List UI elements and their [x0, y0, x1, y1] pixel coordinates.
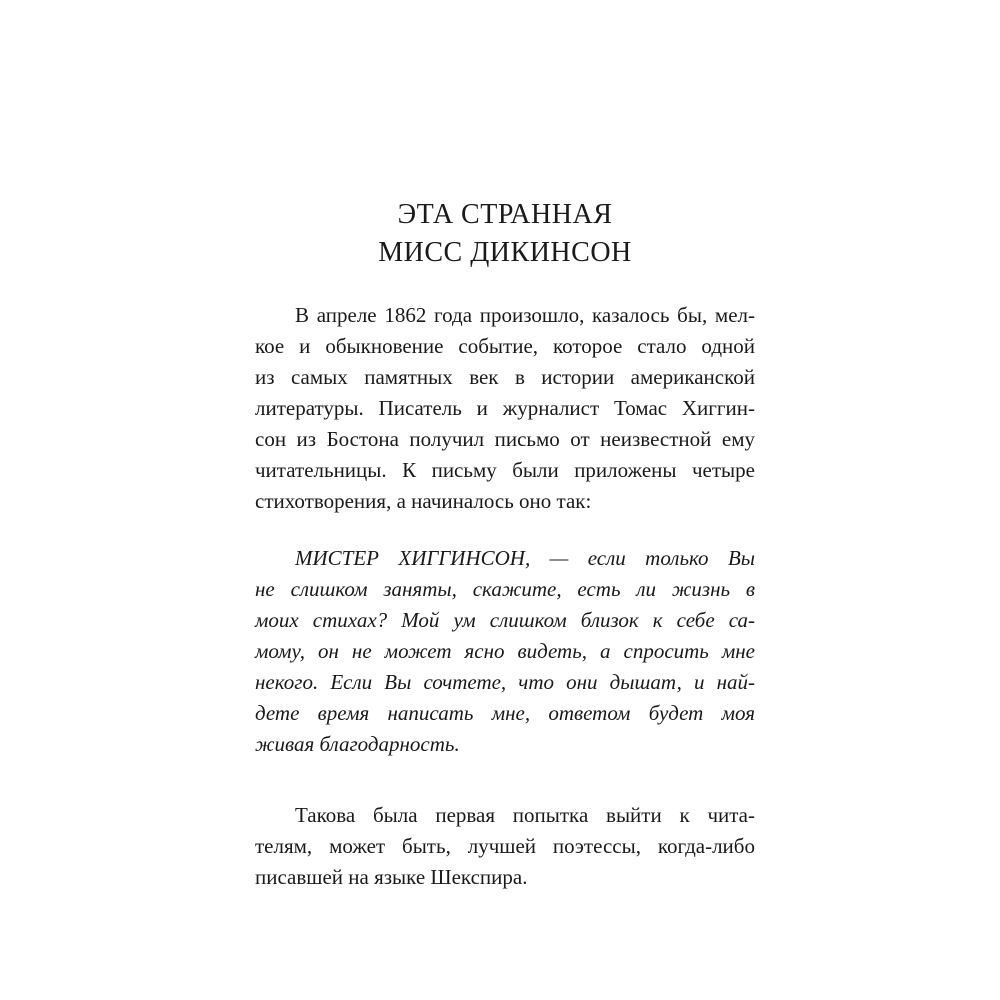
intro-paragraph — [255, 300, 755, 517]
closing-line: телям, может быть, лучшей поэтессы, когда-либо — [255, 834, 755, 858]
intro-line: сон из Бостона получил письмо от неизвестной ему — [255, 427, 755, 451]
intro-line: из самых памятных век в истории американской — [255, 365, 755, 389]
quote-line: мому, он не может ясно видеть, а спросить мне — [255, 639, 755, 663]
closing-line: писавшей на языке Шекспира. — [255, 865, 528, 889]
intro-line: стихотворения, а начиналось оно так: — [255, 489, 592, 513]
quote-line: живая благодарность. — [255, 732, 460, 756]
intro-line: литературы. Писатель и журналист Томас Хиггин- — [255, 396, 755, 420]
quote-line: дете время написать мне, ответом будет моя — [255, 701, 755, 725]
chapter-title-line-1: ЭТА СТРАННАЯ — [397, 199, 613, 230]
letter-quote — [255, 543, 755, 760]
closing-line: Такова была первая попытка выйти к чита- — [295, 803, 755, 827]
quote-line: моих стихах? Мой ум слишком близок к себе са- — [255, 608, 755, 632]
intro-line: В апреле 1862 года произошло, казалось бы, мел- — [295, 303, 755, 327]
book-page — [255, 196, 755, 893]
quote-line: МИСТЕР ХИГГИНСОН, — если только Вы — [295, 546, 755, 570]
closing-paragraph — [255, 800, 755, 893]
intro-line: кое и обыкновение событие, которое стало одной — [255, 334, 755, 358]
chapter-title-line-2: МИСС ДИКИНСОН — [378, 237, 632, 268]
intro-line: читательницы. К письму были приложены четыре — [255, 458, 755, 482]
chapter-title — [255, 196, 755, 272]
quote-line: не слишком заняты, скажите, есть ли жизнь в — [255, 577, 755, 601]
quote-line: некого. Если Вы сочтете, что они дышат, и най- — [255, 670, 755, 694]
